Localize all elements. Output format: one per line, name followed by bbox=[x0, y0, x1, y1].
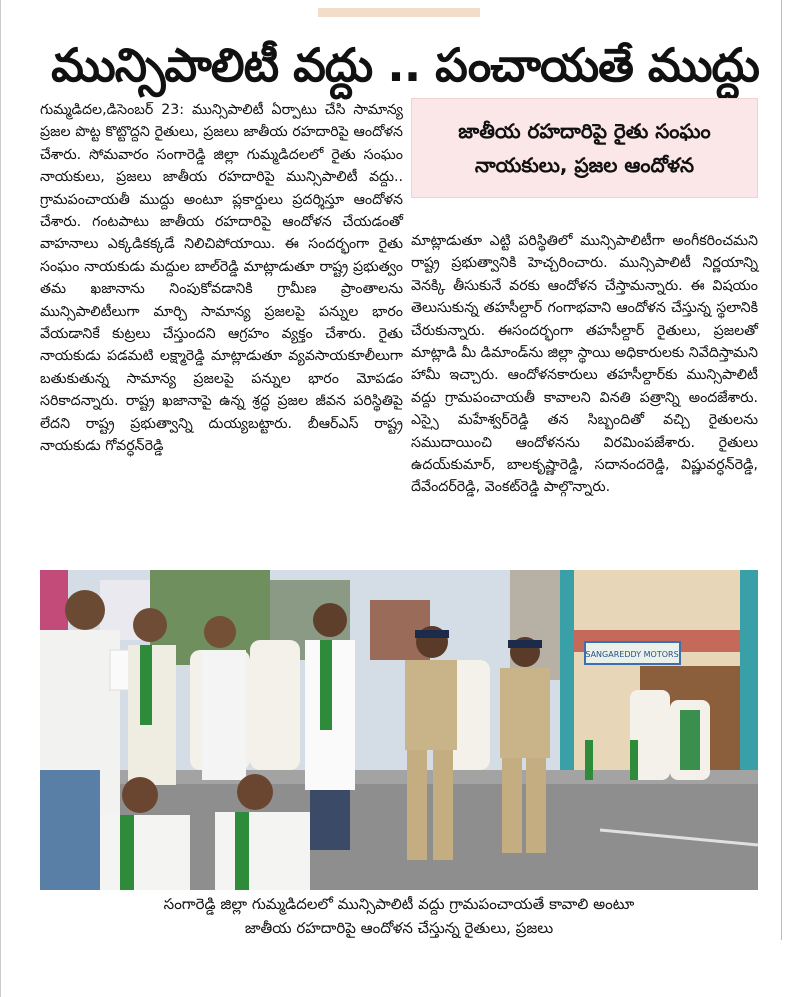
article-headline: మున్సిపాలిటీ వద్దు .. పంచాయతే ముద్దు bbox=[51, 38, 759, 92]
page-left-rule bbox=[0, 0, 1, 997]
caption-line-2: జాతీయ రహదారిపై ఆందోళన చేస్తున్న రైతులు, ప్రజలు bbox=[244, 919, 554, 937]
caption-line-1: సంగారెడ్డి జిల్లా గుమ్మడిదలలో మున్సిపాలిటీ వద్దు గ్రామపంచాయతే కావాలి అంటూ bbox=[163, 895, 635, 913]
protest-photo-illustration bbox=[40, 570, 758, 890]
top-color-bar bbox=[318, 8, 480, 17]
column-2-text: మాట్లాడుతూ ఎట్టి పరిస్థితిలో మున్సిపాలిటీగా అంగీకరించమని రాష్ట్ర ప్రభుత్వానికి హెచ్చరించారు. మున్సిపాలిటీ నిర్ణయాన్ని వెనక్కి తీసుకునే వరకు ఆందోళన చేస్తామన్నారు. ఈ విషయం తెలుసుకున్న తహసీల్దార్ గంగాభవాని ఆందోళన చేస్తున్న స్థలానికి చేరుకున్నారు. ఈసందర్భంగా తహసీల్దార్ రైతులు, ప్రజలతో మాట్లాడి మీ డిమాండ్‌ను జిల్లా స్థాయి అధికారులకు నివేదిస్తామని హామీ ఇచ్చారు. ఆందోళనకారులు తహసీల్దార్‌కు మున్సిపాలిటీ వద్దు గ్రామపంచాయతీ కావాలని వినతి పత్రాన్ని అందజేశారు. ఎస్సై మహేశ్వర్‌రెడ్డి తన సిబ్బందితో వచ్చి రైతులను సముదాయించి ఆందోళనను విరమింపజేశారు. రైతులు ఉదయ్‌కుమార్, బాలకృష్ణారెడ్డి, సదానందరెడ్డి, విష్ణువర్ధన్‌రెడ్డి, దేవేందర్‌రెడ్డి, వెంకట్‌రెడ్డి పాల్గొన్నారు. bbox=[411, 233, 758, 496]
article-column-1 bbox=[40, 99, 403, 458]
subheading-line-2: నాయకులు, ప్రజల ఆందోళన bbox=[474, 153, 695, 177]
subheading-box bbox=[411, 98, 758, 198]
article-column-2 bbox=[411, 230, 758, 499]
shop-sign-text: SANGAREDDY MOTORS bbox=[585, 650, 679, 659]
subheading-line-1: జాతీయ రహదారిపై రైతు సంఘం bbox=[458, 119, 711, 143]
column-1-text: గుమ్మడిదల,డిసెంబర్ 23: మున్సిపాలిటీ ఏర్పాటు చేసి సామాన్య ప్రజల పొట్ట కొట్టొద్దని రైతులు, ప్రజలు జాతీయ రహదారిపై ఆందోళన చేశారు. సోమవారం సంగారెడ్డి జిల్లా గుమ్మడిదలలో రైతు సంఘం నాయకులు, ప్రజలు జాతీయ రహదారిపై మున్సిపాలిటీ వద్దు.. గ్రామపంచాయతీ ముద్దు అంటూ ప్లకార్డులు ప్రదర్శిస్తూ ఆందోళన చేశారు. గంటపాటు జాతీయ రహదారిపై ఆందోళన చేయడంతో వాహనాలు ఎక్కడికక్కడే నిలిచిపోయాయి. ఈ సందర్భంగా రైతు సంఘం నాయకుడు మద్దుల బాల్‌రెడ్డి మాట్లాడుతూ రాష్ట్ర ప్రభుత్వం తమ ఖజానాను నింపుకోవడానికి గ్రామీణ ప్రాంతాలను మున్సిపాలిటీలుగా మార్చి సామాన్య ప్రజలపై పన్నుల భారం వేయడానికే కుట్రలు చేస్తుందని ఆగ్రహం వ్యక్తం చేశారు. రైతు నాయకుడు పడమటి లక్ష్మారెడ్డి మాట్లాడుతూ వ్యవసాయకూలీలుగా బతుకుతున్న సామాన్య ప్రజలపై పన్నుల భారం మోపడం సరికాదన్నారు. రాష్ట్ర ఖజానాపై ఉన్న శ్రద్ధ ప్రజల జీవన పరిస్థితిపై లేదని రాష్ట్ర ప్రభుత్వాన్ని దుయ్యబట్టారు. బీఆర్ఎస్ రాష్ట్ర నాయకుడు గోవర్ధన్‌రెడ్డి bbox=[40, 102, 403, 455]
page-right-rule bbox=[781, 0, 782, 940]
protest-photo bbox=[40, 570, 758, 890]
photo-caption bbox=[40, 892, 758, 940]
